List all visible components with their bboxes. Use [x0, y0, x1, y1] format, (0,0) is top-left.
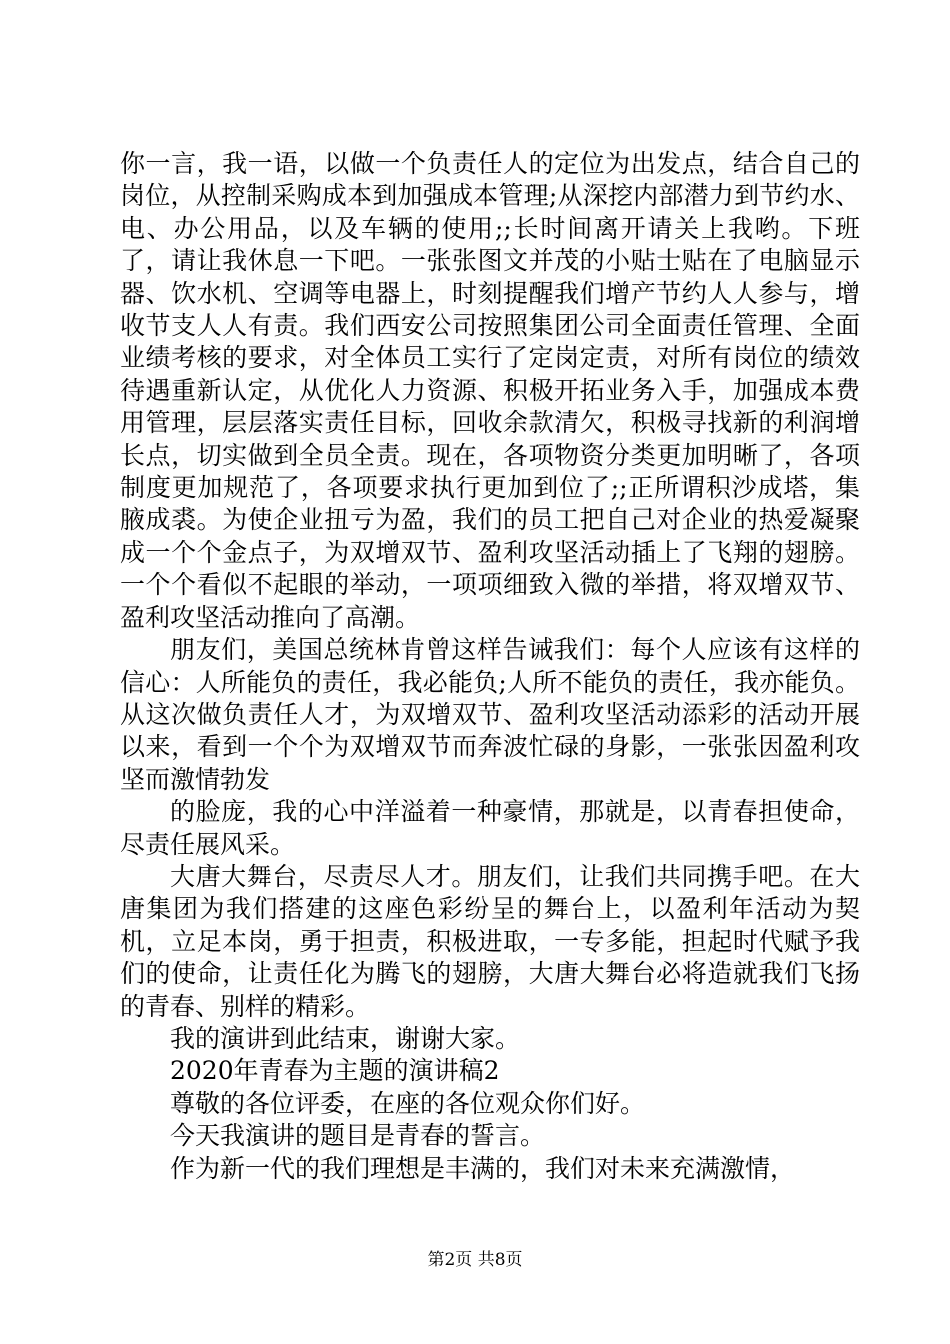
- paragraph-9: 作为新一代的我们理想是丰满的，我们对未来充满激情，: [170, 1153, 796, 1183]
- paragraph-7: 尊敬的各位评委，在座的各位观众你们好。: [170, 1088, 646, 1118]
- paragraph-4: 大唐大舞台，尽责尽人才。朋友们，让我们共同携手吧。在大唐集团为我们搭建的这座色彩纷呈的舞台上，以盈利年活动为契机，立足本岗，勇于担责，积极进取，一专多能，担起时代赋予我们的使命，让责任化为腾飞的翅膀，大唐大舞台必将造就我们飞扬的青春、别样的精彩。: [120, 861, 860, 1021]
- paragraph-2: 朋友们，美国总统林肯曾这样告诫我们：每个人应该有这样的信心：人所能负的责任，我必能负;人所不能负的责任，我亦能负。从这次做负责任人才，为双增双节、盈利攻坚活动添彩的活动开展以来，看到一个个为双增双节而奔波忙碌的身影，一张张因盈利攻坚而激情勃发: [120, 635, 860, 794]
- paragraph-3: 的脸庞，我的心中洋溢着一种豪情，那就是，以青春担使命，尽责任展风采。: [120, 797, 860, 859]
- paragraph-5: 我的演讲到此结束，谢谢大家。: [170, 1023, 521, 1053]
- page-footer: 第2页 共8页: [427, 1250, 523, 1270]
- document-body: [120, 148, 860, 1185]
- paragraph-8: 今天我演讲的题目是青春的誓言。: [170, 1121, 546, 1151]
- paragraph-1: 你一言，我一语，以做一个负责任人的定位为出发点，结合自己的岗位，从控制采购成本到加强成本管理;从深挖内部潜力到节约水、电、办公用品，以及车辆的使用;;长时间离开请关上我哟。下班了，请让我休息一下吧。一张张图文并茂的小贴士贴在了电脑显示器、饮水机、空调等电器上，时刻提醒我们增产节约人人参与，增收节支人人有责。我们西安公司按照集团公司全面责任管理、全面业绩考核的要求，对全体员工实行了定岗定责，对所有岗位的绩效待遇重新认定，从优化人力资源、积极开拓业务入手，加强成本费用管理，层层落实责任目标，回收余款清欠，积极寻找新的利润增长点，切实做到全员全责。现在，各项物资分类更加明晰了，各项制度更加规范了，各项要求执行更加到位了;;正所谓积沙成塔，集腋成裘。为使企业扭亏为盈，我们的员工把自己对企业的热爱凝聚成一个个金点子，为双增双节、盈利攻坚活动插上了飞翔的翅膀。一个个看似不起眼的举动，一项项细致入微的举措，将双增双节、盈利攻坚活动推向了高潮。: [120, 149, 860, 632]
- section-heading: 2020年青春为主题的演讲稿2: [170, 1056, 500, 1086]
